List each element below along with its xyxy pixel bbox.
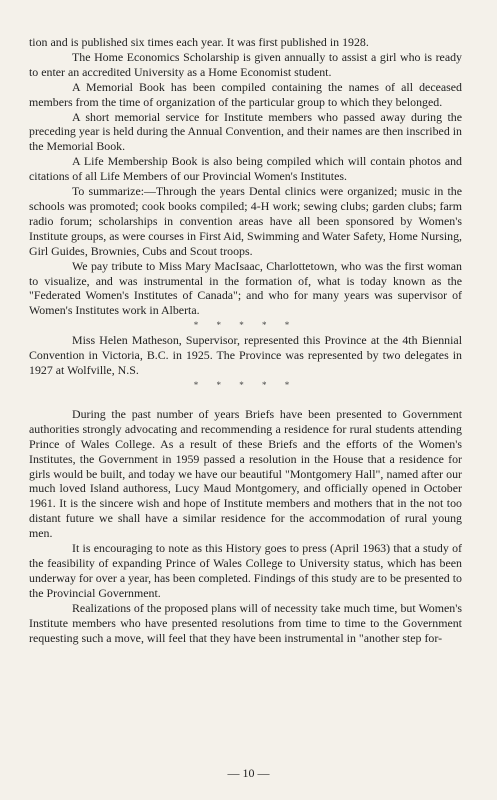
section-separator: * * * * * <box>193 379 298 390</box>
section-separator: * * * * * <box>193 320 298 331</box>
page-number: — 10 — <box>227 766 270 780</box>
paragraph-memorial-book: A Memorial Book has been compiled containing the names of all deceased members from the time of organization of the particular group to which they belonged. <box>29 79 462 109</box>
paragraph-helen-matheson: Miss Helen Matheson, Supervisor, represented this Province at the 4th Biennial Convention in Victoria, B.C. in 1925. The Province was represented by two delegates in 1927 at Wolfville, N.S. <box>29 333 462 378</box>
paragraph-life-membership-book: A Life Membership Book is also being compiled which will contain photos and citations of all Life Members of our Provincial Women's Institutes. <box>29 154 462 184</box>
paragraph-summary: To summarize:—Through the years Dental clinics were organized; music in the schools was promoted; cook books compiled; 4-H work; sewing clubs; garden clubs; farm radio forum; scholarships in convention areas have all been sponsored by Women's Institute groups, as were courses in First Aid, Swimming and Water Safety, Home Nursing, Girl Guides, Brownies, Cubs and Scout troops. <box>29 184 462 258</box>
paragraph-home-economics-scholarship: The Home Economics Scholarship is given annually to assist a girl who is ready to enter an accredited University as a Home Economist student. <box>29 49 462 79</box>
paragraph-tribute: We pay tribute to Miss Mary MacIsaac, Charlottetown, who was the first woman to visualize, and was instrumental in the formation of, what is today known as the "Federated Women's Institutes of Canada"; and who for many years was supervisor of Women's Institutes work in Alberta. <box>29 258 462 318</box>
page-body <box>29 35 462 645</box>
paragraph-university-study: It is encouraging to note as this History goes to press (April 1963) that a study of the feasibility of expanding Prince of Wales College to University status, which has been underway for over a year, has been completed. Findings of this study are to be presented to the Provincial Government. <box>29 541 462 600</box>
paragraph-continued: tion and is published six times each year. It was first published in 1928. <box>29 35 369 49</box>
paragraph-realizations: Realizations of the proposed plans will of necessity take much time, but Women's Institute members who have presented resolutions from time to time to the Government requesting such a move, will feel that they have been instrumental in "another step for- <box>29 600 462 645</box>
spacer <box>29 393 462 407</box>
paragraph-memorial-service: A short memorial service for Institute members who passed away during the preceding year is held during the Annual Convention, and their names are then inscribed in the Memorial Book. <box>29 109 462 154</box>
paragraph-briefs-residence: During the past number of years Briefs have been presented to Government authorities strongly advocating and recommending a residence for rural students attending Prince of Wales College. As a result of these Briefs and the efforts of the Women's Institutes, the Government in 1959 passed a resolution in the House that a residence for girls would be built, and today we have our beautiful "Montgomery Hall", named after our much loved Island authoress, Lucy Maud Montgomery, and officially opened in October 1961. It is the sincere wish and hope of Institute members and mothers that in the not too distant future we shall have a similar residence for the accommodation of rural young men. <box>29 406 462 541</box>
